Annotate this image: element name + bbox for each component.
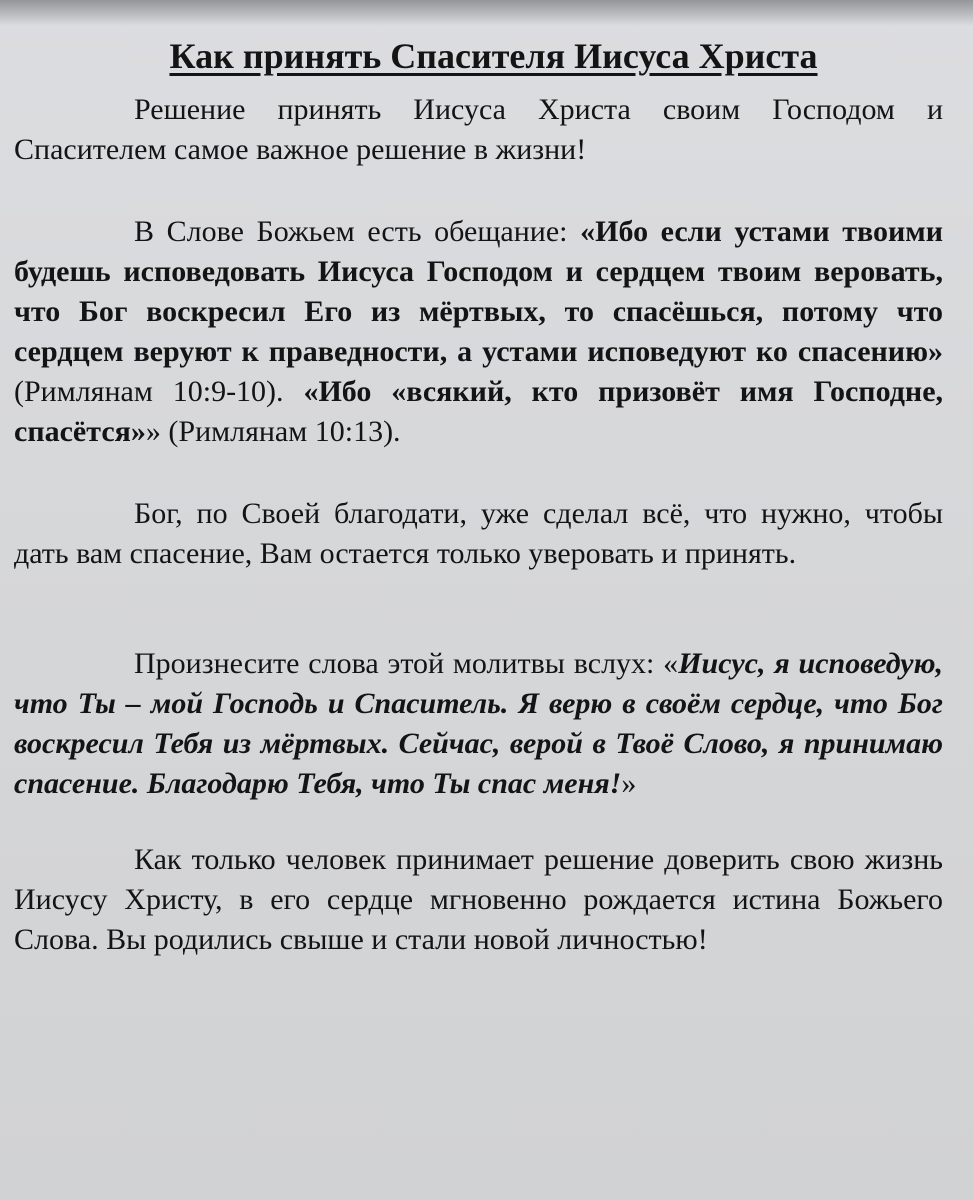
paragraph-new-birth: Как только человек принимает решение доверить свою жизнь Иисусу Христу, в его сердце мгновенно рождается истина Божьего Слова. Вы родились свыше и стали новой личностью!	[14, 843, 943, 956]
page-title: Как принять Спасителя Иисуса Христа	[169, 36, 818, 76]
quote-close: »	[145, 415, 169, 448]
promise-intro: В Слове Божьем есть обещание:	[134, 215, 581, 248]
romans-10-9-quote: «Ибо если устами твоими будешь исповедовать Иисуса Господом и сердцем твоим веровать, что Бог воскресил Его из мёртвых, то спасёшься, потому что сердцем веруют к праведности, а устами исповедуют ко спасению»	[14, 215, 943, 368]
prayer-text: Иисус, я исповедую, что Ты – мой Господь и Спаситель. Я верю в своём сердце, что Бог воскресил Тебя из мёртвых. Сейчас, верой в Твоё Слово, я принимаю спасение. Благодарю Тебя, что Ты спас меня!	[14, 647, 944, 800]
romans-10-13-reference: (Римлянам 10:13).	[168, 415, 401, 448]
page-edge-shadow	[0, 0, 973, 26]
paragraph-decision: Решение принять Иисуса Христа своим Господом и Спасителем самое важное решение в жизни!	[14, 93, 943, 166]
paragraph-grace: Бог, по Своей благодати, уже сделал всё, что нужно, чтобы дать вам спасение, Вам остается только уверовать и принять.	[14, 497, 943, 570]
paragraph-prayer	[14, 644, 943, 804]
romans-10-9-reference: (Римлянам 10:9-10).	[14, 375, 304, 408]
prayer-intro: Произнесите слова этой молитвы вслух: «	[134, 647, 679, 680]
paragraph-promise	[14, 212, 943, 452]
prayer-close: »	[621, 767, 637, 800]
romans-10-13-quote: «Ибо «всякий, кто призовёт имя Господне, спасётся»	[14, 375, 944, 448]
